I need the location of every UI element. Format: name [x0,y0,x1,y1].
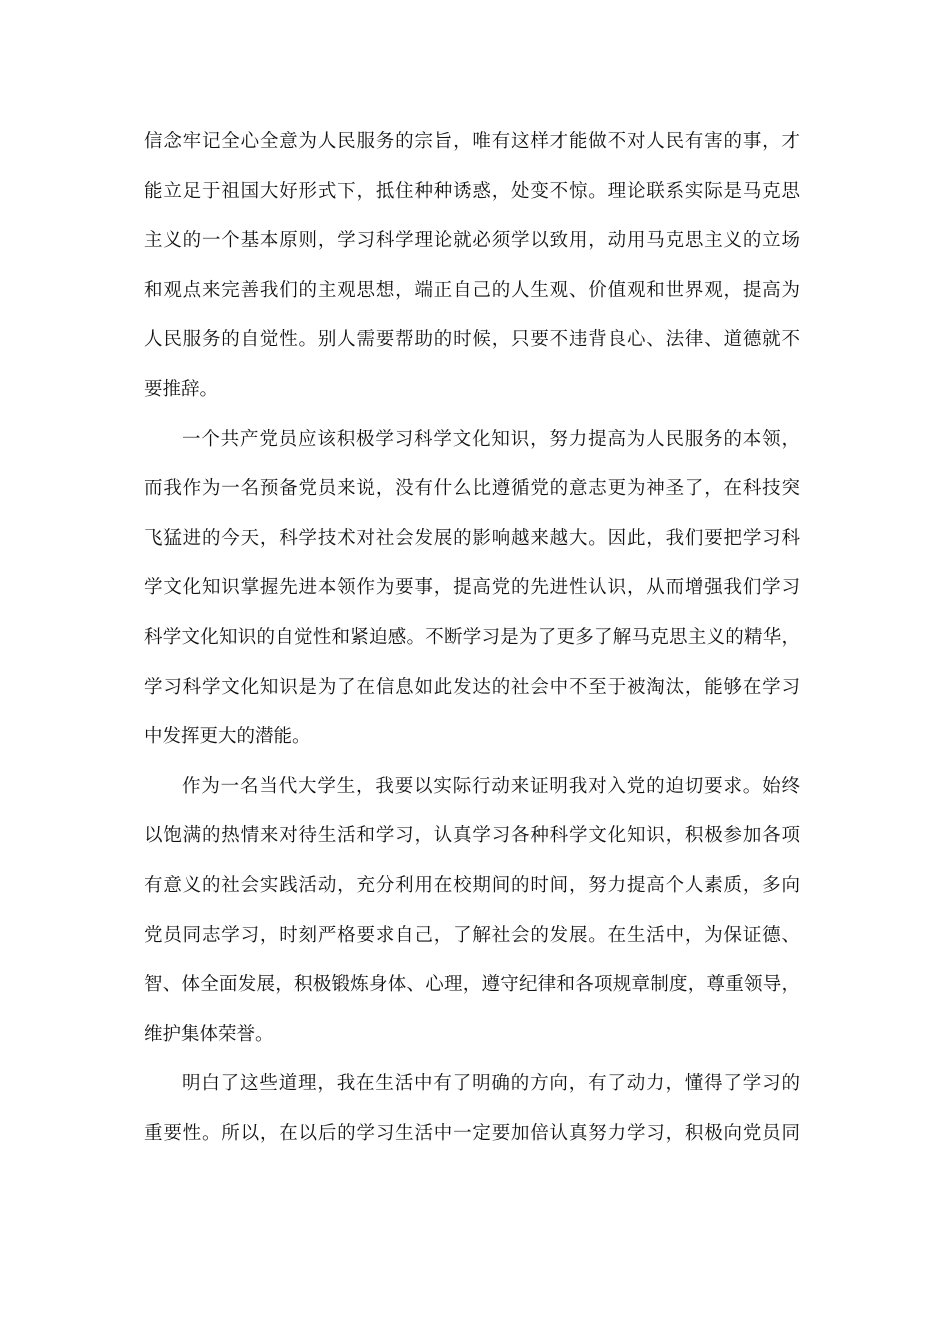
text-line: 学文化知识掌握先进本领作为要事，提高党的先进性认识，从而增强我们学习 [144,577,800,599]
paragraph-first-line: 作为一名当代大学生，我要以实际行动来证明我对入党的迫切要求。始终 [182,775,800,797]
text-line: 飞猛进的今天，科学技术对社会发展的影响越来越大。因此，我们要把学习科 [144,527,800,549]
text-line: 主义的一个基本原则，学习科学理论就必须学以致用，动用马克思主义的立场 [144,230,800,252]
text-line: 以饱满的热情来对待生活和学习，认真学习各种科学文化知识，积极参加各项 [144,825,800,847]
text-line: 重要性。所以，在以后的学习生活中一定要加倍认真努力学习，积极向党员同 [144,1122,800,1144]
text-line: 维护集体荣誉。 [144,1023,274,1045]
paragraph-first-line: 一个共产党员应该积极学习科学文化知识，努力提高为人民服务的本领， [182,428,800,450]
text-line: 学习科学文化知识是为了在信息如此发达的社会中不至于被淘汰，能够在学习 [144,676,800,698]
text-line: 而我作为一名预备党员来说，没有什么比遵循党的意志更为神圣了，在科技突 [144,478,800,500]
text-line: 人民服务的自觉性。别人需要帮助的时候，只要不违背良心、法律、道德就不 [144,329,800,351]
text-line: 智、体全面发展，积极锻炼身体、心理，遵守纪律和各项规章制度，尊重领导， [144,974,800,996]
paragraph-first-line: 明白了这些道理，我在生活中有了明确的方向，有了动力，懂得了学习的 [182,1073,800,1095]
text-line: 科学文化知识的自觉性和紧迫感。不断学习是为了更多了解马克思主义的精华， [144,626,800,648]
text-line: 能立足于祖国大好形式下，抵住种种诱惑，处变不惊。理论联系实际是马克思 [144,180,800,202]
text-line: 有意义的社会实践活动，充分利用在校期间的时间，努力提高个人素质，多向 [144,874,800,896]
text-line: 要推辞。 [144,378,219,400]
text-line: 党员同志学习，时刻严格要求自己，了解社会的发展。在生活中，为保证德、 [144,924,800,946]
text-line: 和观点来完善我们的主观思想，端正自己的人生观、价值观和世界观，提高为 [144,279,800,301]
text-line: 信念牢记全心全意为人民服务的宗旨，唯有这样才能做不对人民有害的事，才 [144,131,800,152]
text-line: 中发挥更大的潜能。 [144,726,311,748]
body-text [144,125,800,1166]
